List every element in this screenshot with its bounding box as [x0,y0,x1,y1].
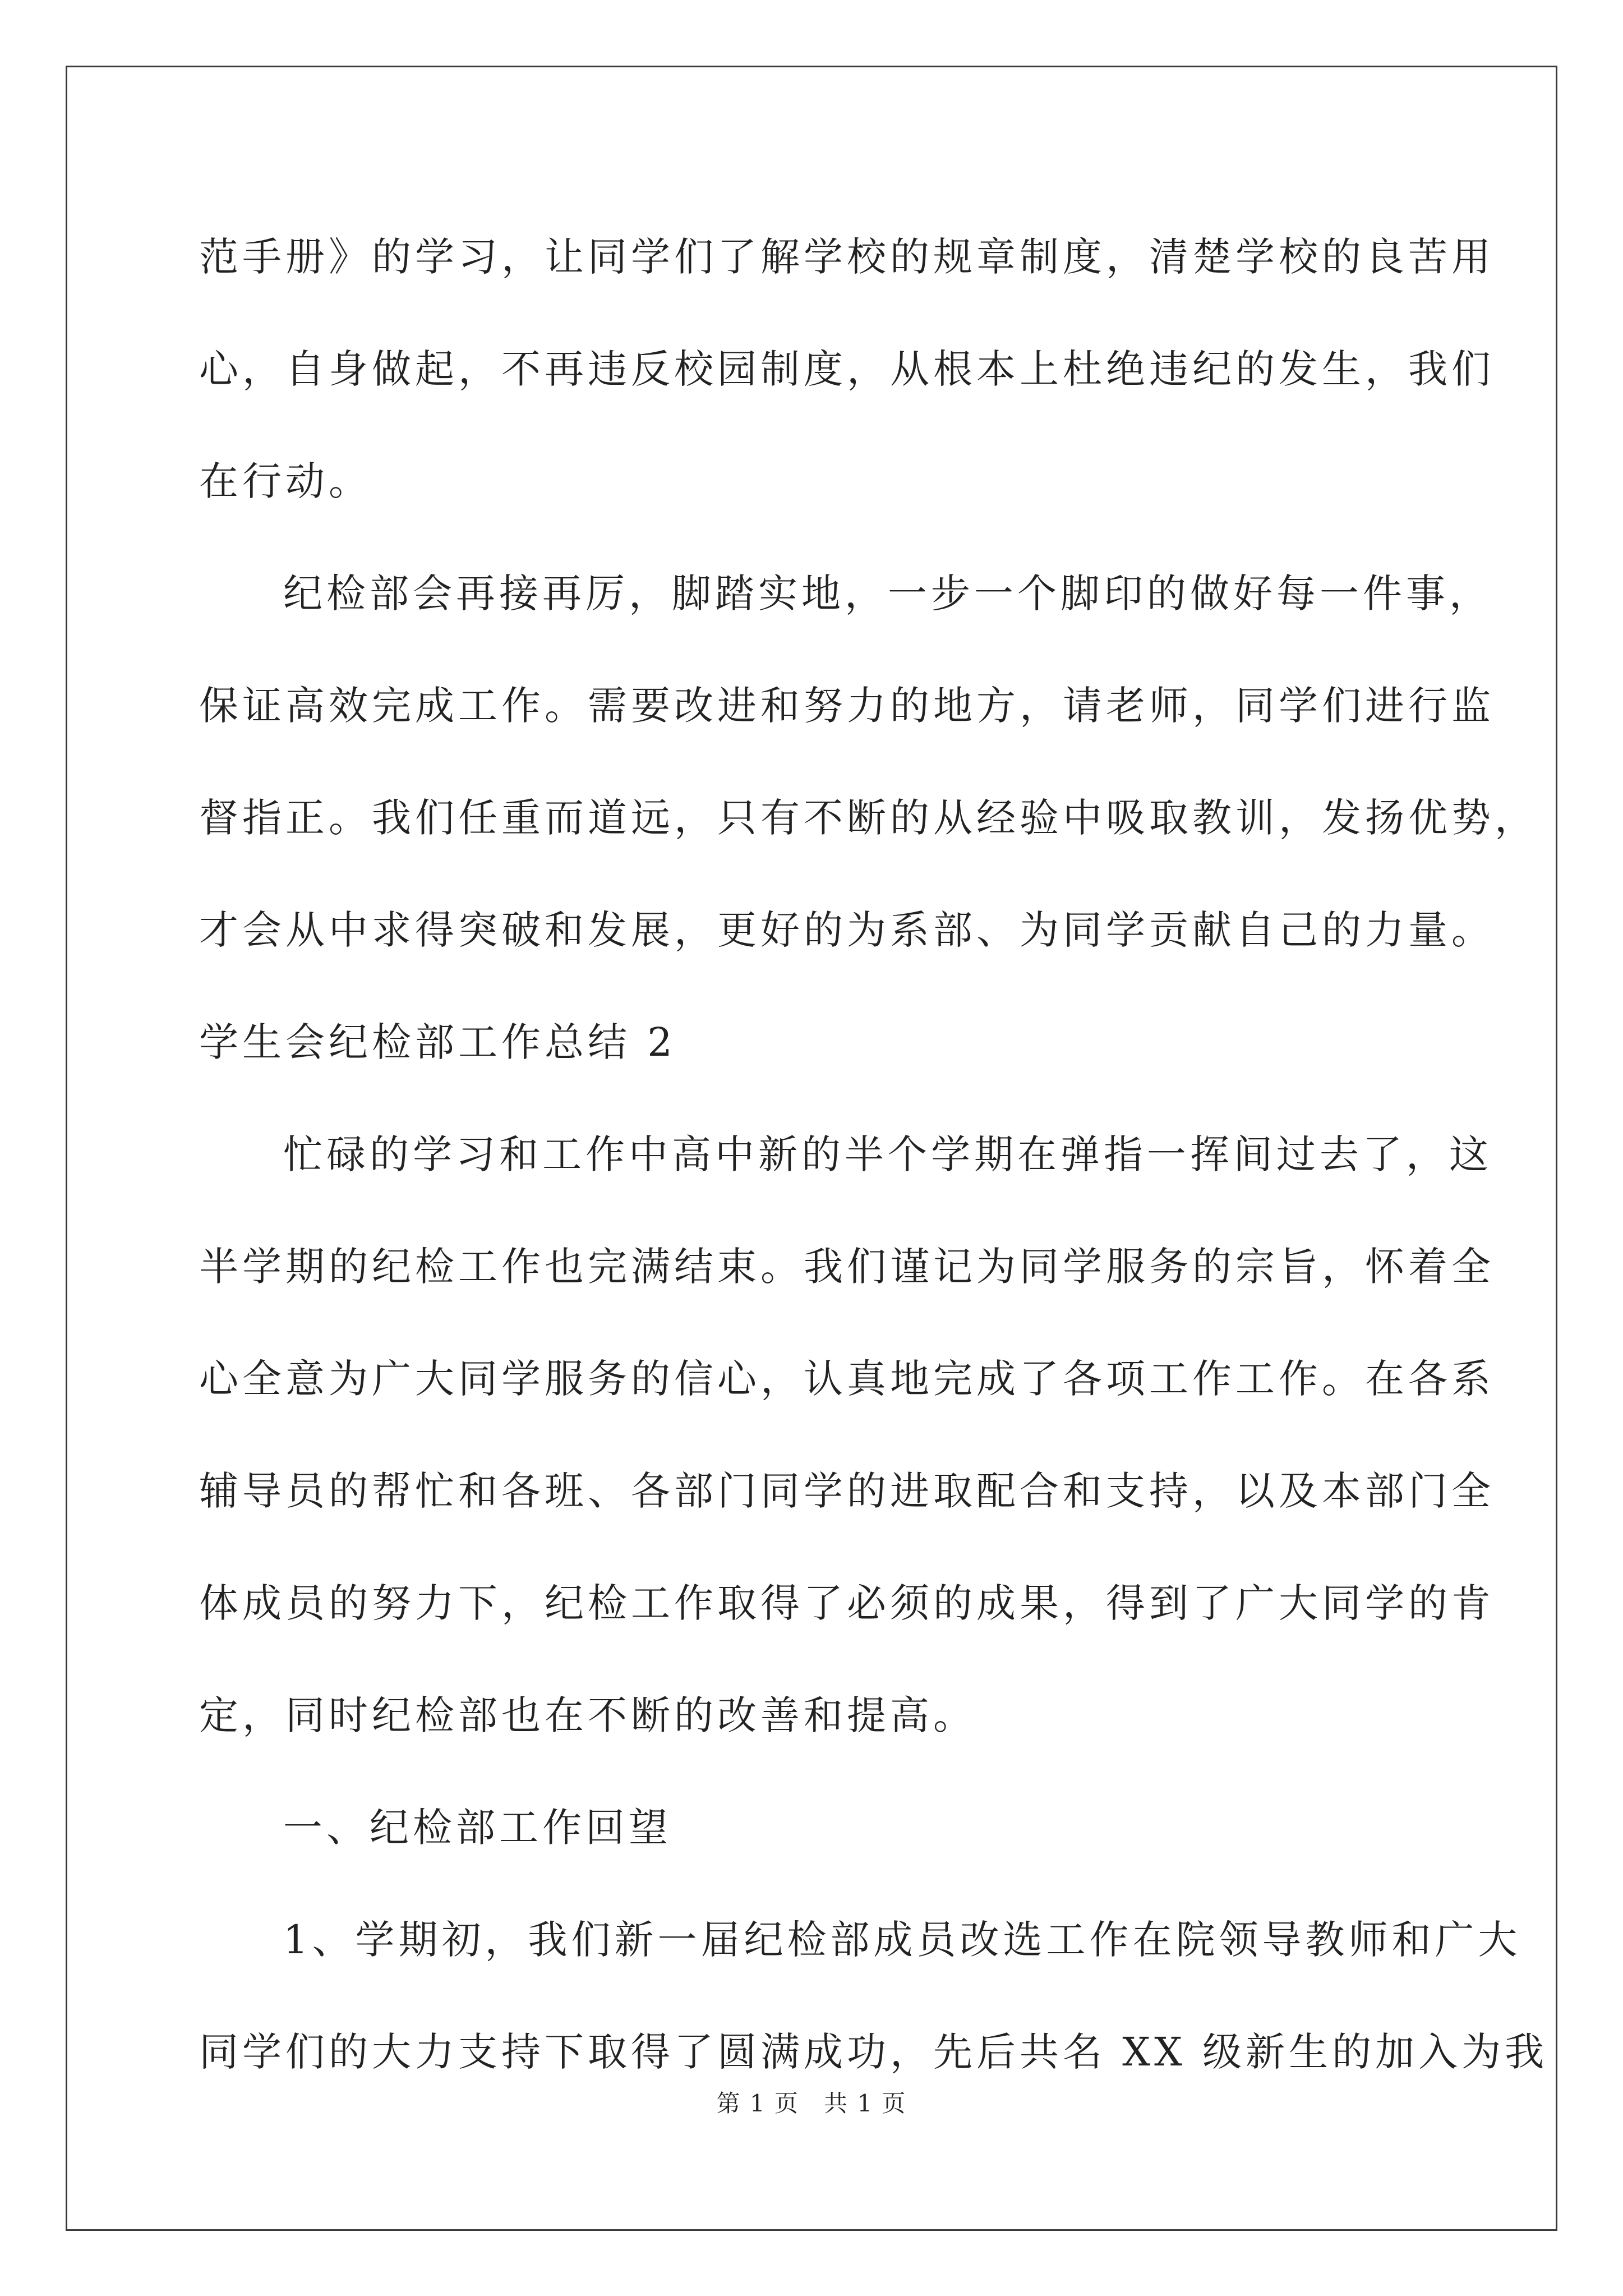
text-line: 心全意为广大同学服务的信心，认真地完成了各项工作工作。在各系 [199,1356,1495,1402]
page-number: 第 1 页 共 1 页 [716,2090,907,2117]
text-line: 在行动。 [199,458,372,504]
text-line: 辅导员的帮忙和各班、各部门同学的进取配合和支持，以及本部门全 [199,1468,1495,1514]
text-line: 保证高效完成工作。需要改进和努力的地方，请老师，同学们进行监 [199,683,1495,729]
text-line: 范手册》的学习，让同学们了解学校的规章制度，清楚学校的良苦用 [199,234,1495,280]
text-line: 督指正。我们任重而道远，只有不断的从经验中吸取教训，发扬优势， [199,795,1538,841]
text-line: 1、学期初，我们新一届纪检部成员改选工作在院领导教师和广大 [283,1917,1521,1963]
text-line: 心，自身做起，不再违反校园制度，从根本上杜绝违纪的发生，我们 [199,346,1495,392]
document-body [199,201,1548,2108]
text-line: 半学期的纪检工作也完满结束。我们谨记为同学服务的宗旨，怀着全 [199,1244,1495,1290]
text-line: 同学们的大力支持下取得了圆满成功，先后共名 XX 级新生的加入为我 [199,2029,1548,2075]
text-line: 定，同时纪检部也在不断的改善和提高。 [199,1692,976,1738]
section-heading: 学生会纪检部工作总结 2 [199,1019,676,1065]
text-line: 纪检部会再接再厉，脚踏实地，一步一个脚印的做好每一件事， [283,570,1492,616]
text-line: 才会从中求得突破和发展，更好的为系部、为同学贡献自己的力量。 [199,907,1495,953]
text-line: 体成员的努力下，纪检工作取得了必须的成果，得到了广大同学的肯 [199,1580,1495,1626]
subsection-heading: 一、纪检部工作回望 [283,1805,672,1851]
text-line: 忙碌的学习和工作中高中新的半个学期在弹指一挥间过去了，这 [283,1131,1492,1177]
